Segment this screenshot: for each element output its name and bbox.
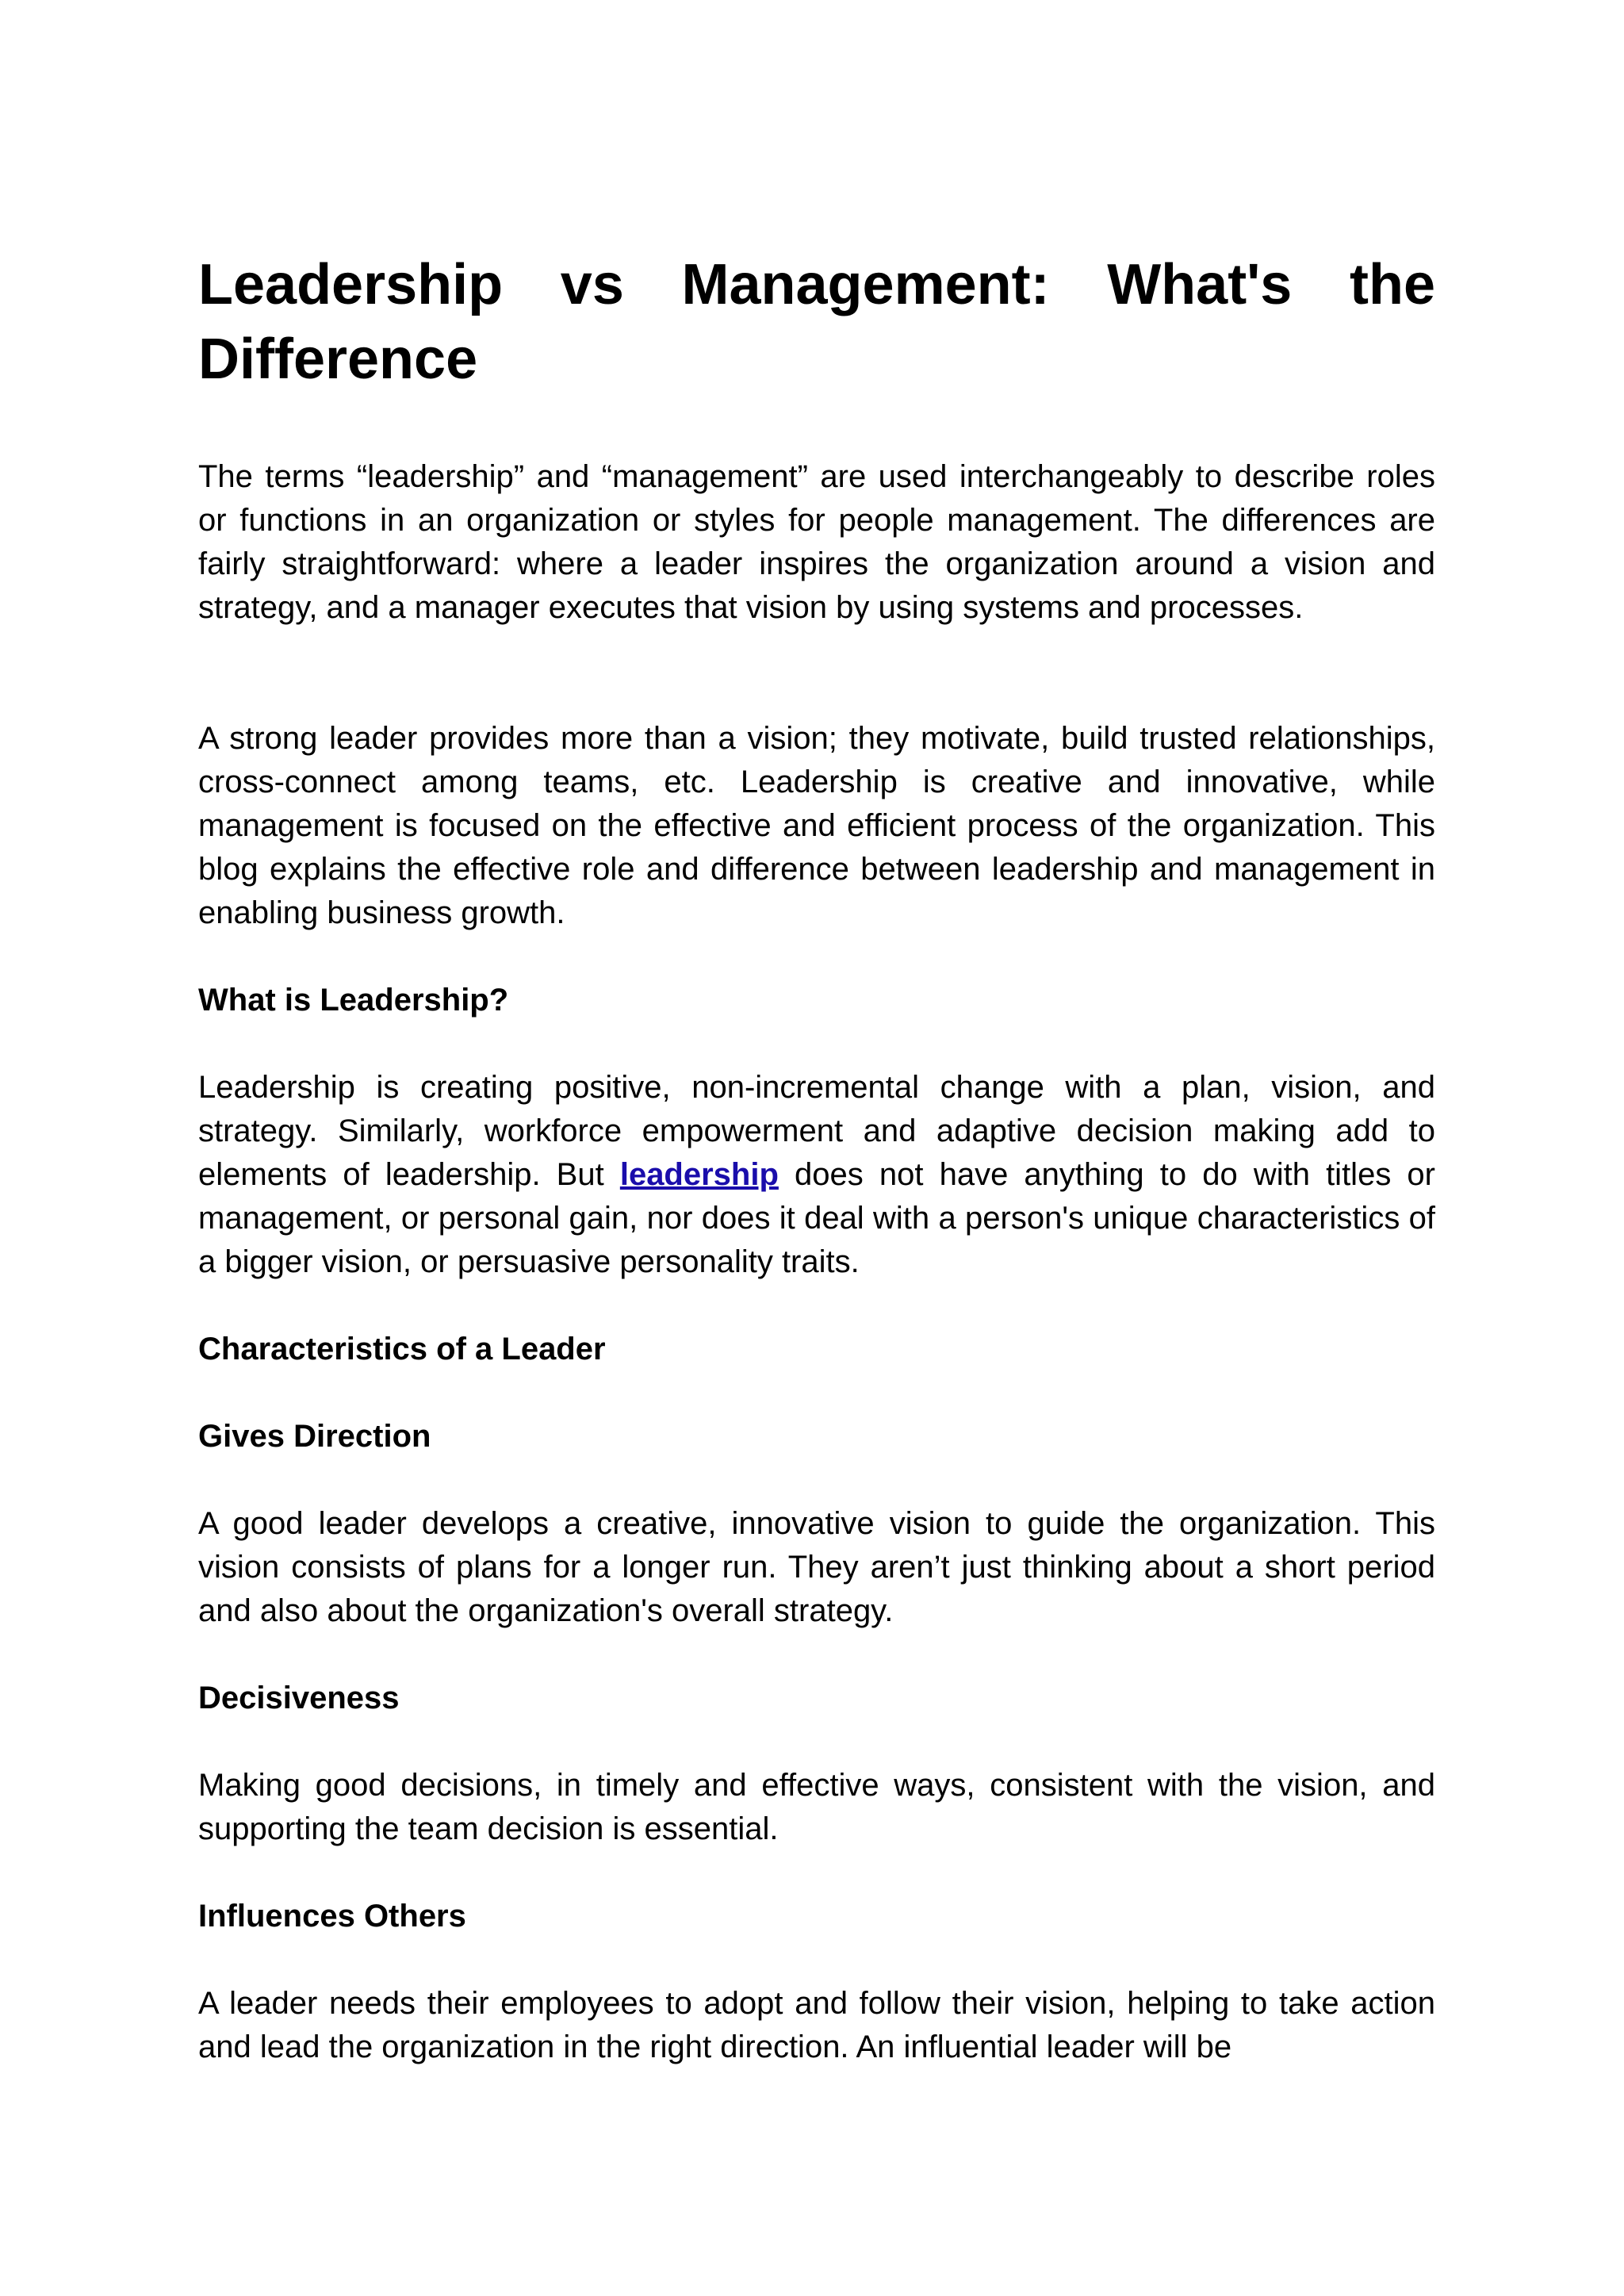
leadership-link[interactable]: leadership <box>619 1157 779 1192</box>
intro-paragraph-2: A strong leader provides more than a vision; they motivate, build trusted relationships, cross-connect among teams, etc. Leadership is creative and innovative, while management is focused on the effective and efficient process of the organization. This blog explains the effective role and difference between leadership and management in enabling business growth. <box>198 721 1435 930</box>
title-line-1: Leadership vs Management: What's the <box>198 253 1435 316</box>
gives-direction-heading: Gives Direction <box>198 1419 431 1454</box>
decisiveness-heading: Decisiveness <box>198 1681 400 1715</box>
what-is-leadership-text-before: Leadership is creating positive, non-incremental change with a plan, vision, and strategy. Similarly, workforce empowerment and adaptive decision making add to elements of leadership. But <box>198 1070 1435 1192</box>
title-line-2: Difference <box>198 328 478 391</box>
influences-others-paragraph: A leader needs their employees to adopt and follow their vision, helping to take action and lead the organization in the right direction. An influential leader will be <box>198 1986 1435 2064</box>
gives-direction-paragraph: A good leader develops a creative, innovative vision to guide the organization. This vision consists of plans for a longer run. They aren’t just thinking about a short period and also about the organization's overall strategy. <box>198 1506 1435 1628</box>
decisiveness-paragraph: Making good decisions, in timely and effective ways, consistent with the vision, and supporting the team decision is essential. <box>198 1768 1435 1846</box>
influences-others-heading: Influences Others <box>198 1899 466 1934</box>
what-is-leadership-text-after: does not have anything to do with titles or management, or personal gain, nor does it deal with a person's unique characteristics of a bigger vision, or persuasive personality traits. <box>198 1157 1435 1279</box>
intro-paragraph-1: The terms “leadership” and “management” are used interchangeably to describe roles or functions in an organization or styles for people management. The differences are fairly straightforward: where a leader inspires the organization around a vision and strategy, and a manager executes that vision by using systems and processes. <box>198 459 1435 625</box>
what-is-leadership-heading: What is Leadership? <box>198 983 509 1018</box>
what-is-leadership-paragraph <box>198 1066 1435 1284</box>
document-title <box>198 247 1435 397</box>
characteristics-heading: Characteristics of a Leader <box>198 1332 606 1366</box>
